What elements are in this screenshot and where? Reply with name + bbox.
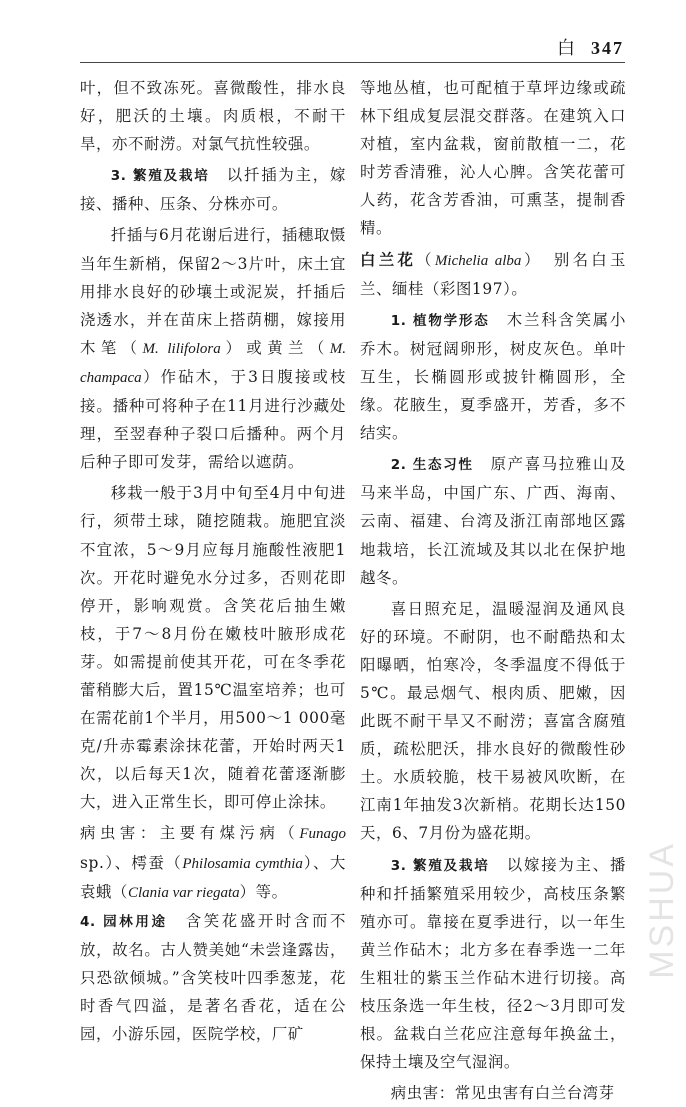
running-header xyxy=(557,34,624,60)
latin-name: Michelia alba xyxy=(434,252,522,269)
right-column xyxy=(360,74,626,1107)
page-number: 347 xyxy=(591,38,624,58)
latin-name: M. lilifolora xyxy=(142,340,221,357)
entry-heading: 白兰花（Michelia alba） 别名白玉兰、缅桂（彩图197）。 xyxy=(360,250,626,298)
paragraph: 3. 繁殖及栽培 以扦插为主，嫁接、播种、压条、分株亦可。 xyxy=(80,166,346,214)
paragraph: 等地丛植，也可配植于草坪边缘或疏林下组成复层混交群落。在建筑入口对植，室内盆栽，窗前散植一二，花时芳香清雅，沁人心脾。含笑花蕾可人药，花含芳香油，可熏茎，提制香精。 xyxy=(360,79,626,238)
entry-name: 白兰花 xyxy=(360,250,417,269)
header-title: 白 xyxy=(557,38,577,59)
paragraph: 病虫害：常见虫害有白兰台湾芽 xyxy=(390,1084,615,1103)
left-column xyxy=(80,74,346,1048)
latin-name: Philosamia cymthia xyxy=(182,855,303,872)
section-heading: 3. 繁殖及栽培 xyxy=(110,168,210,185)
paragraph: 叶，但不致冻死。喜微酸性，排水良好，肥沃的土壤。肉质根，不耐干旱，亦不耐涝。对氯气抗性较强。 xyxy=(80,79,346,154)
latin-name: Clania var riegata xyxy=(127,884,240,901)
watermark: MSHUA xyxy=(643,841,681,979)
paragraph: 1. 植物学形态 木兰科含笑属小乔木。树冠阔卵形，树皮灰色。单叶互生，长椭圆形或披针椭圆形，全缘。花腋生，夏季盛开，芳香，多不结实。 xyxy=(360,310,626,443)
section-heading: 3. 繁殖及栽培 xyxy=(390,857,490,874)
paragraph: 3. 繁殖及栽培 以嫁接为主、播种和扦插繁殖采用较少，高枝压条繁殖亦可。靠接在夏季进行，以一年生黄兰作砧木；北方多在春季选一二年生粗壮的紫玉兰作砧木进行切接。高枝压条选一年生枝，径2～3月即可发根。盆栽白兰花应注意每年换盆土，保持土壤及空气湿润。 xyxy=(360,855,626,1072)
paragraph: 2. 生态习性 原产喜马拉雅山及马来半岛，中国广东、广西、海南、云南、福建、台湾及浙江南部地区露地栽培，长江流域及其以北在保护地越冬。 xyxy=(360,455,626,587)
latin-name: Funago xyxy=(299,826,346,843)
paragraph: 4. 园林用途 含笑花盛开时含而不放，故名。古人赞美她“未尝逢露齿，只恐欲倾城。”含笑枝叶四季葱茏，花时香气四溢，是著名香花，适在公园，小游乐园，医院学校，厂矿 xyxy=(80,911,346,1044)
section-heading: 1. 植物学形态 xyxy=(390,312,490,329)
paragraph: 病虫害：主要有煤污病（Funago sp.）、樗蚕（Philosamia cymthia）、大袁蛾（Clania var riegata）等。 xyxy=(80,824,346,901)
section-heading: 2. 生态习性 xyxy=(390,457,474,474)
paragraph: 扦插与6月花谢后进行，插穗取慑当年生新梢，保留2～3片叶，床土宜用排水良好的砂壤土或泥炭，扦插后浇透水，并在苗床上搭荫棚，嫁接用木笔（M. lilifolora）或黄兰（M. champaca）作砧木，于3日腹接或枝接。播种可将种子在11月进行沙藏处理，至翌春种子裂口后播种。两个月后种子即可发芽，需给以遮荫。 xyxy=(80,226,346,472)
latin-name: M. champaca xyxy=(80,340,346,386)
paragraph: 移栽一般于3月中旬至4月中旬进行，须带土球，随挖随栽。施肥宜淡不宜浓，5～9月应每月施酸性液肥1次。开花时避免水分过多，否则花即停开，影响观赏。含笑花后抽生嫩枝，于7～8月份在嫩枝叶腋形成花芽。如需提前使其开花，可在冬季花蕾稍膨大后，置15℃温室培养；也可在需花前1个半月，用500～1 000毫克/升赤霉素涂抹花蕾，开始时两天1次，以后每天1次，随着花蕾逐渐膨大，进入正常生长，即可停止涂抹。 xyxy=(80,484,346,812)
paragraph: 喜日照充足，温暖湿润及通风良好的环境。不耐阴，也不耐酷热和太阳曝晒，怕寒冷，冬季温度不得低于5℃。最忌烟气、根肉质、肥嫩，因此既不耐干旱又不耐涝；喜富含腐殖质，疏松肥沃，排水良好的微酸性砂土。水质较脆，枝干易被风吹断，在江南1年抽发3次新梢。花期长达150天，6、7月份为盛花期。 xyxy=(360,599,626,843)
header-rule xyxy=(80,62,625,63)
section-heading: 4. 园林用途 xyxy=(80,913,168,930)
